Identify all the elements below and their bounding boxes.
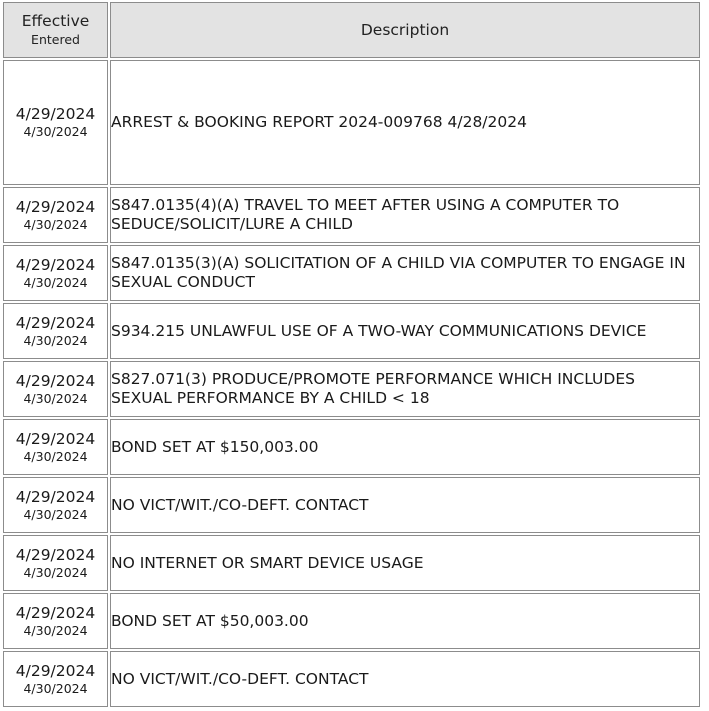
table-row: [3, 303, 700, 359]
description-cell: S827.071(3) PRODUCE/PROMOTE PERFORMANCE WHICH INCLUDES SEXUAL PERFORMANCE BY A CHILD < 18: [110, 361, 700, 417]
table-row: [3, 245, 700, 301]
table-row: [3, 419, 700, 475]
entered-date: 4/30/2024: [23, 680, 88, 696]
effective-date: 4/29/2024: [15, 661, 96, 680]
entered-date: 4/30/2024: [23, 274, 88, 290]
docket-table: [1, 0, 702, 709]
description-cell: NO INTERNET OR SMART DEVICE USAGE: [110, 535, 700, 591]
column-header-dates[interactable]: [3, 2, 108, 58]
entered-date: 4/30/2024: [23, 448, 88, 464]
description-cell: ARREST & BOOKING REPORT 2024-009768 4/28/2024: [110, 60, 700, 185]
date-cell: [3, 593, 108, 649]
description-cell: NO VICT/WIT./CO-DEFT. CONTACT: [110, 477, 700, 533]
description-cell: S847.0135(4)(A) TRAVEL TO MEET AFTER USING A COMPUTER TO SEDUCE/SOLICIT/LURE A CHILD: [110, 187, 700, 243]
effective-date: 4/29/2024: [15, 105, 96, 123]
description-cell: S934.215 UNLAWFUL USE OF A TWO-WAY COMMUNICATIONS DEVICE: [110, 303, 700, 359]
entered-date: 4/30/2024: [23, 216, 88, 232]
effective-date: 4/29/2024: [15, 603, 96, 622]
description-cell: BOND SET AT $150,003.00: [110, 419, 700, 475]
docket-table-body: [3, 60, 700, 707]
column-header-effective: Effective: [21, 11, 90, 30]
effective-date: 4/29/2024: [15, 429, 96, 448]
table-row: [3, 361, 700, 417]
effective-date: 4/29/2024: [15, 197, 96, 216]
description-cell: S847.0135(3)(A) SOLICITATION OF A CHILD VIA COMPUTER TO ENGAGE IN SEXUAL CONDUCT: [110, 245, 700, 301]
column-header-description[interactable]: Description: [110, 2, 700, 58]
entered-date: 4/30/2024: [23, 564, 88, 580]
date-cell: [3, 187, 108, 243]
entered-date: 4/30/2024: [23, 124, 88, 139]
description-cell: NO VICT/WIT./CO-DEFT. CONTACT: [110, 651, 700, 707]
effective-date: 4/29/2024: [15, 371, 96, 390]
date-cell: [3, 535, 108, 591]
date-cell: [3, 303, 108, 359]
entered-date: 4/30/2024: [23, 332, 88, 348]
date-cell: [3, 419, 108, 475]
table-row: [3, 593, 700, 649]
entered-date: 4/30/2024: [23, 506, 88, 522]
table-row: [3, 477, 700, 533]
date-cell: [3, 60, 108, 185]
effective-date: 4/29/2024: [15, 545, 96, 564]
date-cell: [3, 477, 108, 533]
entered-date: 4/30/2024: [23, 390, 88, 406]
table-row: [3, 651, 700, 707]
entered-date: 4/30/2024: [23, 622, 88, 638]
effective-date: 4/29/2024: [15, 255, 96, 274]
table-row: [3, 535, 700, 591]
table-row: [3, 60, 700, 185]
column-header-entered: Entered: [31, 31, 80, 47]
table-header-row: [3, 2, 700, 58]
date-cell: [3, 245, 108, 301]
effective-date: 4/29/2024: [15, 313, 96, 332]
date-cell: [3, 651, 108, 707]
table-row: [3, 187, 700, 243]
description-cell: BOND SET AT $50,003.00: [110, 593, 700, 649]
date-cell: [3, 361, 108, 417]
effective-date: 4/29/2024: [15, 487, 96, 506]
